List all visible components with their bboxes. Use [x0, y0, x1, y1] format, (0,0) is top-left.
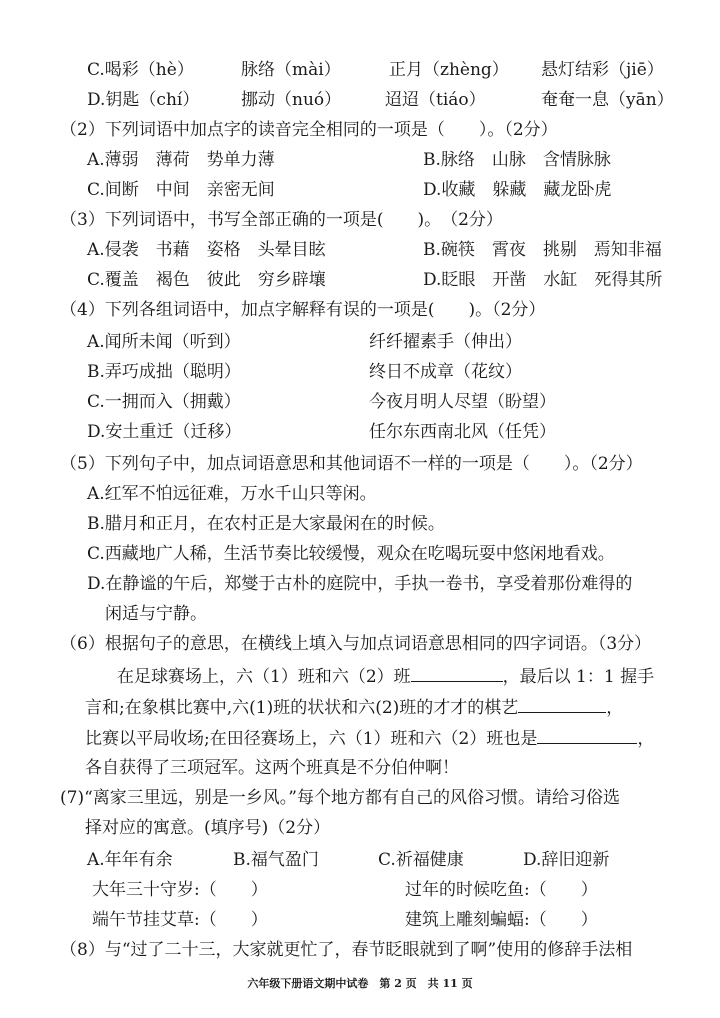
q7-item-bianfu[interactable]: 建筑上雕刻蝙蝠:（ ） [405, 910, 598, 930]
q1-c-2: 脉络（mài） [241, 60, 341, 80]
q7-option-a: A.年年有余 [87, 850, 173, 870]
q6-answer-blank-3[interactable] [537, 725, 637, 744]
q2-option-d: D.收藏 躲藏 藏龙卧虎 [423, 180, 612, 200]
q6-text-4: 各自获得了三项冠军。这两个班真是不分伯仲啊！ [85, 758, 459, 778]
page-footer: 六年级下册语文期中试卷 第 2 页 共 11 页 [247, 977, 473, 990]
q4-a-right: 纤纤擢素手（伸出） [369, 332, 522, 352]
q6-text-3a: 比赛以平局收场;在田径赛场上，六（1）班和六（2）班也是 [85, 729, 538, 749]
q6-answer-blank-2[interactable] [518, 694, 606, 713]
q4-stem: （4）下列各组词语中，加点字解释有误的一项是( )。（2分） [60, 300, 546, 320]
q6-line-2-content [85, 694, 623, 720]
q6-answer-blank-1[interactable] [411, 663, 503, 682]
q6-line-1-content [117, 663, 654, 689]
q4-a-left: A.闻所未闻（听到） [87, 332, 241, 352]
q5-option-b: B.腊月和正月，在农村正是大家最闲在的时候。 [87, 514, 445, 534]
q3-option-a: A.侵袭 书藉 姿格 头晕目眩 [87, 240, 326, 260]
q6-text-2b: ， [606, 698, 624, 718]
q1-c-3: 正月（zhèng） [389, 60, 509, 80]
q7-stem-2: 择对应的寓意。(填序号)（2分） [85, 818, 331, 838]
q4-b-left: B.弄巧成拙（聪明） [87, 362, 241, 382]
q7-item-shousui[interactable]: 大年三十守岁:（ ） [92, 880, 268, 900]
q4-c-left: C.一拥而入（拥戴） [87, 392, 241, 412]
q7-stem-1: (7)“离家三里远，别是一乡风。”每个地方都有自己的风俗习惯。请给习俗选 [60, 788, 620, 808]
q2-stem: （2）下列词语中加点字的读音完全相同的一项是（ ）。（2分） [60, 120, 558, 140]
q2-option-a: A.薄弱 薄荷 势单力薄 [87, 150, 275, 170]
q4-d-left: D.安土重迁（迁移） [87, 422, 242, 442]
q6-stem: （6）根据句子的意思，在横线上填入与加点词语意思相同的四字词语。（3分） [60, 634, 652, 654]
q6-text-1a: 在足球赛场上，六（1）班和六（2）班 [117, 667, 411, 687]
q1-d-2: 挪动（nuó） [241, 90, 342, 110]
q6-line-3-content [85, 725, 654, 751]
q4-b-right: 终日不成章（花纹） [369, 362, 522, 382]
q3-stem: （3）下列词语中，书写全部正确的一项是( )。 （2分） [60, 210, 503, 230]
q6-text-2a: 言和;在象棋比赛中,六(1)班的状状和六(2)班的才才的棋艺 [85, 698, 519, 718]
q7-option-c: C.祈福健康 [378, 850, 464, 870]
q1-c-1: C.喝彩（hè） [87, 60, 194, 80]
q8-stem: （8）与“过了二十三，大家就更忙了，春节眨眼就到了啊”使用的修辞手法相 [60, 940, 633, 960]
q7-item-aicao[interactable]: 端午节挂艾草:（ ） [92, 910, 268, 930]
q7-item-chiyu[interactable]: 过年的时候吃鱼:（ ） [405, 880, 598, 900]
q7-option-b: B.福气盈门 [233, 850, 319, 870]
q6-text-1b: ，最后以 1：1 握手 [502, 667, 655, 687]
q3-option-b: B.碗筷 霄夜 挑剔 焉知非福 [423, 240, 662, 260]
q4-d-right: 任尔东西南北风（任凭） [369, 422, 556, 442]
q2-option-c: C.间断 中间 亲密无间 [87, 180, 275, 200]
q1-d-4: 奄奄一息（yān） [541, 90, 674, 110]
q5-option-c: C.西藏地广人稀，生活节奏比较缓慢，观众在吃喝玩耍中悠闲地看戏。 [87, 544, 615, 564]
q3-option-d: D.眨眼 开凿 水缸 死得其所 [423, 270, 663, 290]
q1-d-3: 迢迢（tiáo） [385, 90, 486, 110]
q5-option-d-cont: 闲适与宁静。 [105, 604, 207, 624]
q5-stem: （5）下列句子中，加点词语意思和其他词语不一样的一项是（ ）。（2分） [60, 454, 643, 474]
q5-option-a: A.红军不怕远征难，万水千山只等闲。 [87, 484, 377, 504]
q6-text-3b: ， [637, 729, 655, 749]
q3-option-c: C.覆盖 褐色 彼此 穷乡辟壤 [87, 270, 326, 290]
q7-option-d: D.辞旧迎新 [523, 850, 610, 870]
q4-c-right: 今夜月明人尽望（盼望） [369, 392, 556, 412]
q2-option-b: B.脉络 山脉 含情脉脉 [423, 150, 611, 170]
q1-d-1: D.钥匙（chí） [87, 90, 200, 110]
q5-option-d: D.在静谧的午后，郑燮于古朴的庭院中，手执一卷书，享受着那份难得的 [87, 574, 633, 594]
q1-c-4: 悬灯结彩（jiē） [541, 60, 664, 80]
